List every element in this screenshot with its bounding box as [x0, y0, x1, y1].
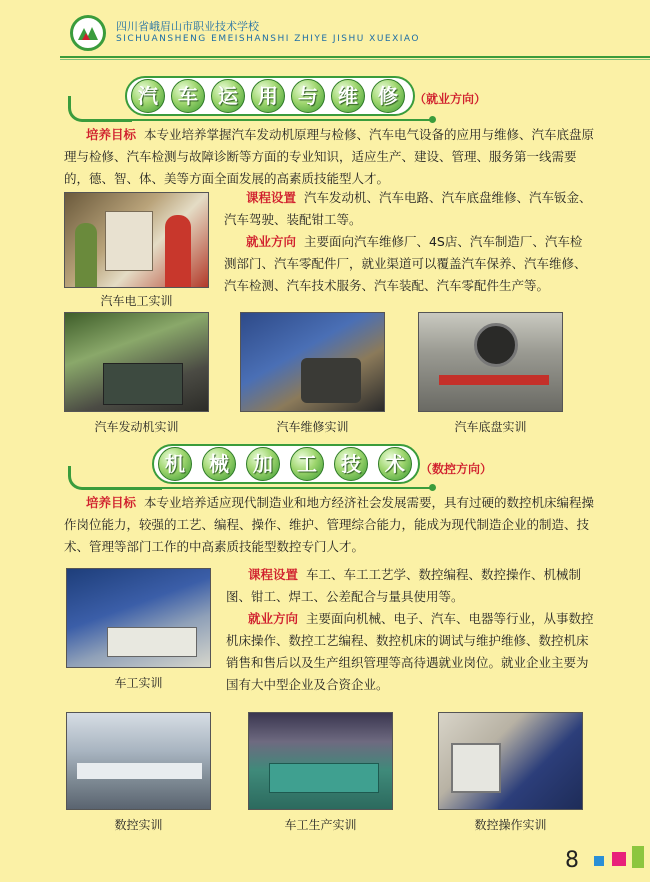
footer-square-pink: [612, 852, 626, 866]
school-name-en: SICHUANSHENG EMEISHANSHI ZHIYE JISHU XUEXIAO: [116, 34, 420, 44]
section2-goal-label: 培养目标: [86, 495, 137, 510]
section1-course-label: 课程设置: [246, 190, 297, 205]
section1-title-char: 运: [211, 79, 245, 113]
school-logo: [70, 15, 106, 51]
section2-title-char: 工: [290, 447, 324, 481]
section1-title-char: 维: [331, 79, 365, 113]
caption: 车工实训: [114, 676, 163, 690]
section2-underline: [162, 487, 432, 489]
section2-jobs: [226, 608, 594, 696]
caption: 数控操作实训: [474, 818, 547, 832]
section1-courses: [224, 187, 592, 231]
section1-title-char: 汽: [131, 79, 165, 113]
section1-title-char: 修: [371, 79, 405, 113]
section1-underline: [132, 119, 432, 121]
section2-job-label: 就业方向: [248, 611, 299, 626]
section1-goal-label: 培养目标: [86, 127, 137, 142]
caption: 汽车底盘实训: [454, 420, 527, 434]
section1-title-char: 车: [171, 79, 205, 113]
section1-goal-text: 本专业培养掌握汽车发动机原理与检修、汽车电气设备的应用与维修、汽车底盘原理与检修、汽车检测与故障诊断等方面的专业知识，适应生产、建设、管理、服务第一线需要的，德、智、体、美等方面全面发展的高素质技能型人才。: [64, 127, 594, 186]
lathe-production-training-photo: [248, 712, 393, 810]
caption: 汽车维修实训: [276, 420, 349, 434]
section2-courses: [226, 564, 594, 608]
section2-title-char: 技: [334, 447, 368, 481]
section2-course-label: 课程设置: [248, 567, 299, 582]
lathe-training-photo: [66, 568, 211, 668]
section1-hook: [68, 96, 132, 122]
section2-goal-text: 本专业培养适应现代制造业和地方经济社会发展需要，具有过硬的数控机床编程操作岗位能力，较强的工艺、编程、操作、维护、管理综合能力，能成为现代制造企业的制造、技术、管理等部门工作的中高素质技能型数控专门人才。: [64, 495, 594, 554]
auto-repair-training-photo: [240, 312, 385, 412]
section2-title-char: 术: [378, 447, 412, 481]
caption: 汽车电工实训: [100, 294, 173, 308]
section1-dot: [429, 116, 436, 123]
section2-title-char: 机: [158, 447, 192, 481]
section1-direction: （就业方向）: [414, 92, 487, 106]
section2-job-text: 主要面向机械、电子、汽车、电器等行业，从事数控机床操作、数控工艺编程、数控机床的调试与维护维修、数控机床销售和售后以及生产组织管理等高待遇就业岗位。就业企业主要为国有大中型企业及合资企业。: [226, 611, 594, 692]
section1-course-text: 汽车发动机、汽车电路、汽车底盘维修、汽车钣金、汽车驾驶、装配钳工等。: [224, 190, 592, 227]
section2-goal: [64, 492, 594, 558]
footer-square-blue: [594, 856, 604, 866]
caption: 车工生产实训: [284, 818, 357, 832]
section1-job-label: 就业方向: [246, 234, 297, 249]
cnc-operation-training-photo: [438, 712, 583, 810]
section2-hook: [68, 466, 162, 490]
section2-title-char: 械: [202, 447, 236, 481]
auto-electrical-training-photo: [64, 192, 209, 288]
section1-title-char: 用: [251, 79, 285, 113]
engine-training-photo: [64, 312, 209, 412]
section1-jobs: [224, 231, 592, 297]
section2-title-char: 加: [246, 447, 280, 481]
footer-square-green: [632, 846, 644, 868]
section2-course-text: 车工、车工工艺学、数控编程、数控操作、机械制图、钳工、焊工、公差配合与量具使用等。: [226, 567, 581, 604]
school-name-cn: 四川省峨眉山市职业技术学校: [116, 20, 259, 33]
section1-job-text: 主要面向汽车维修厂、4S店、汽车制造厂、汽车检测部门、汽车零配件厂，就业渠道可以覆盖汽车保养、汽车维修、汽车检测、汽车技术服务、汽车装配、汽车零配件生产等。: [224, 234, 587, 293]
section2-direction: （数控方向）: [420, 462, 493, 476]
header-divider: [60, 56, 650, 58]
page-header: [0, 0, 650, 62]
page-number: 8: [565, 848, 579, 873]
header-divider-thin: [60, 59, 650, 60]
chassis-training-photo: [418, 312, 563, 412]
section1-title-char: 与: [291, 79, 325, 113]
section2-dot: [429, 484, 436, 491]
section1-goal: [64, 124, 594, 190]
caption: 数控实训: [114, 818, 163, 832]
caption: 汽车发动机实训: [94, 420, 179, 434]
cnc-training-photo: [66, 712, 211, 810]
